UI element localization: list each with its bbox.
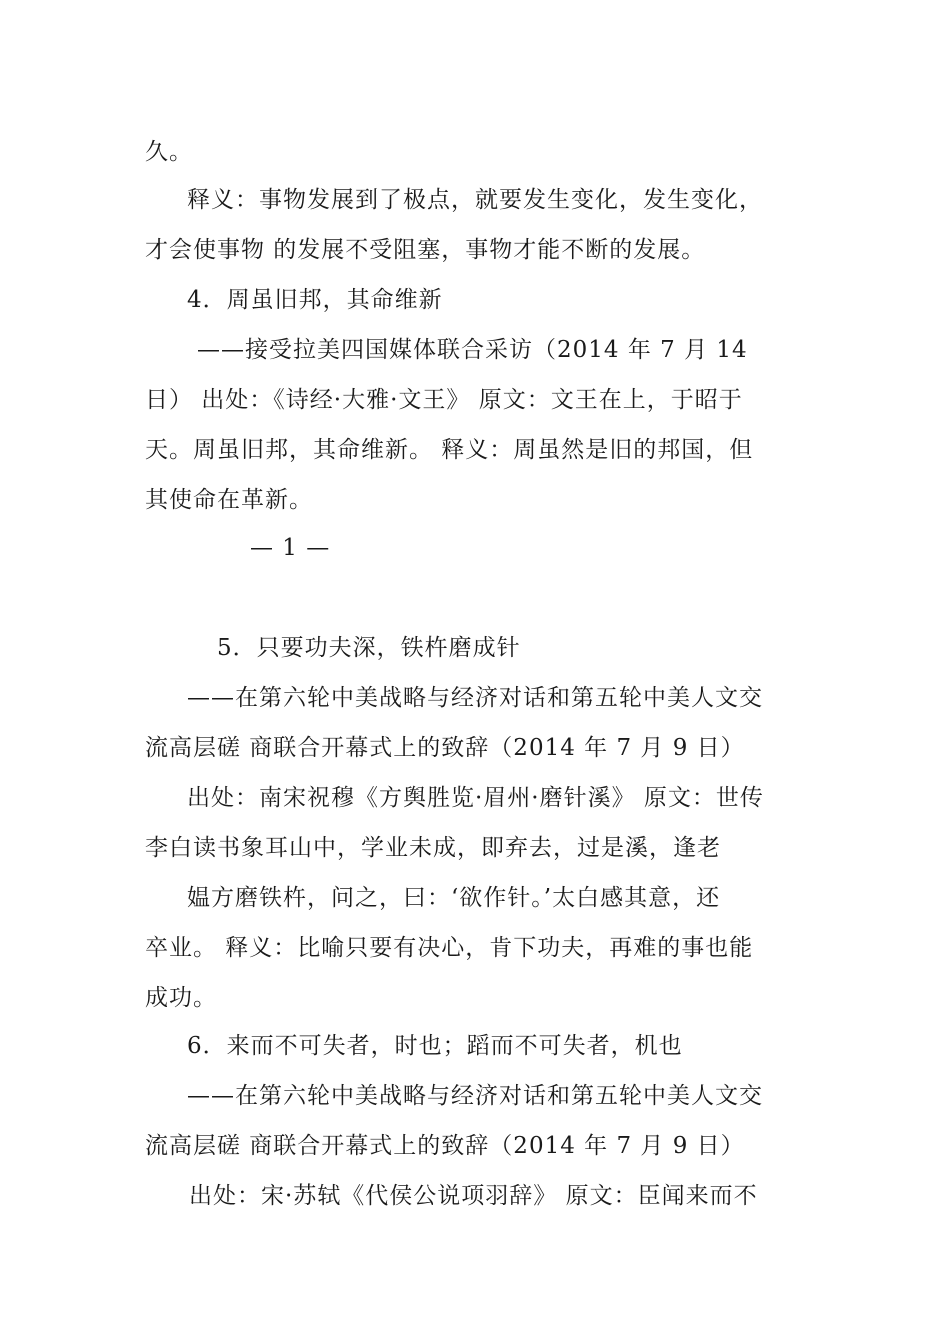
section-heading: 4．周虽旧邦，其命维新 — [187, 287, 443, 313]
text-line: 其使命在革新。 — [145, 487, 313, 513]
section-heading: 5．只要功夫深，铁杵磨成针 — [217, 635, 521, 661]
text-line: 出处：南宋祝穆《方舆胜览·眉州·磨针溪》 原文：世传 — [187, 785, 764, 811]
section-heading: 6．来而不可失者，时也；蹈而不可失者，机也 — [187, 1033, 683, 1059]
text-line: 日） 出处：《诗经·大雅·文王》 原文：文王在上，于昭于 — [145, 387, 743, 413]
page-number: — 1 — — [250, 535, 331, 561]
text-line: 李白读书象耳山中，学业未成，即弃去，过是溪，逢老 — [145, 835, 721, 861]
text-line: 释义：事物发展到了极点，就要发生变化，发生变化， — [187, 187, 763, 213]
text-line: 媪方磨铁杵，问之，曰：‘欲作针。’太白感其意，还 — [187, 885, 721, 911]
text-line: ——在第六轮中美战略与经济对话和第五轮中美人文交 — [187, 1083, 763, 1109]
text-line: 久。 — [145, 139, 193, 165]
text-line: 天。周虽旧邦，其命维新。 释义：周虽然是旧的邦国，但 — [145, 437, 754, 463]
text-line: 流高层磋 商联合开幕式上的致辞（2014 年 7 月 9 日） — [145, 735, 745, 761]
text-line: 流高层磋 商联合开幕式上的致辞（2014 年 7 月 9 日） — [145, 1133, 745, 1159]
text-line: ——在第六轮中美战略与经济对话和第五轮中美人文交 — [187, 685, 763, 711]
text-line: ——接受拉美四国媒体联合采访（2014 年 7 月 14 — [197, 337, 748, 363]
text-line: 出处：宋·苏轼《代侯公说项羽辞》 原文：臣闻来而不 — [189, 1183, 758, 1209]
text-line: 卒业。 释义：比喻只要有决心，肯下功夫，再难的事也能 — [145, 935, 754, 961]
text-line: 成功。 — [145, 985, 217, 1011]
text-line: 才会使事物 的发展不受阻塞，事物才能不断的发展。 — [145, 237, 706, 263]
